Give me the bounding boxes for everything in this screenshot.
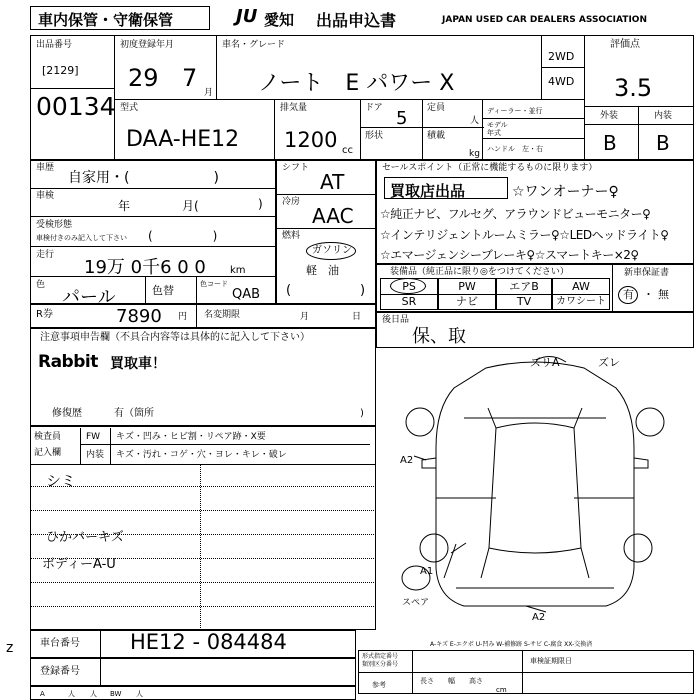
ju-logo-icon: JU	[236, 6, 258, 27]
displacement-label: 排気量	[280, 103, 308, 113]
repair-value: 有（箇所	[114, 408, 154, 419]
cert-ref: 参考	[372, 681, 386, 689]
equipment-item: エアB	[496, 278, 552, 295]
displacement-value: 1200	[284, 128, 338, 152]
association-name: JAPAN USED CAR DEALERS ASSOCIATION	[442, 15, 647, 25]
car-name: ノート E パワー X	[258, 71, 455, 96]
color-change-label: 色替	[152, 284, 174, 297]
notes-label: 注意事項申告欄（不具合内容等は具体的に記入して下さい）	[40, 332, 310, 343]
mileage-label: 走行	[36, 250, 55, 260]
mark-left2: A1	[420, 566, 434, 577]
equipment-item: PW	[438, 278, 496, 295]
dealer-label: ディーラー・並行	[487, 107, 543, 115]
warranty-opt2: 無	[658, 288, 669, 301]
score-value: 3.5	[614, 74, 653, 102]
lot-label: 出品番号	[36, 40, 73, 50]
recycle-label: R券	[36, 309, 53, 320]
equipment-item: ナビ	[438, 294, 496, 310]
model-label: 型式	[120, 103, 139, 113]
chassis-label: 車台番号	[40, 638, 80, 649]
shape-label: 形状	[365, 131, 384, 141]
lot-sub: [2129]	[42, 64, 79, 77]
displacement-unit: cc	[342, 145, 353, 156]
inspector-row2: キズ・汚れ・コゲ・穴・ヨレ・キレ・破レ	[116, 450, 287, 460]
form-title: 出品申込書	[316, 11, 397, 30]
buy-label: 買取店出品	[390, 182, 466, 200]
notes-text: 買取車！	[110, 356, 166, 372]
int-label: 内装	[654, 111, 673, 121]
rear-value: 保、取	[412, 326, 466, 347]
inspector-row1: キズ・凹み・ヒビ割・リペア跡・X要	[116, 432, 266, 442]
rear-label: 後日品	[382, 315, 410, 325]
mileage-value: 19万 0千6 0 0	[84, 257, 206, 278]
drive-4wd: 4WD	[548, 75, 575, 88]
inspection-close: )	[258, 197, 263, 211]
reg-label: 初度登録年月	[120, 40, 175, 50]
cert2-label: 車検証期限日	[530, 657, 572, 665]
model-year-label: モデル 年式	[487, 121, 508, 137]
fuel-paren-l: (	[286, 283, 292, 298]
mark-top2: ズレ	[598, 356, 620, 369]
selling-line4: ☆エマージェンシーブレーキ♀☆スマートキー×2♀	[380, 248, 639, 262]
ext-value: B	[603, 131, 617, 155]
ext-label: 外装	[600, 111, 619, 121]
shift-label: シフト	[282, 163, 310, 173]
door-value: 5	[396, 108, 408, 129]
org-name: 愛知	[264, 11, 295, 29]
color-label: 色	[36, 280, 46, 290]
selling-line3: ☆インテリジェントルームミラー♀☆LEDヘッドライト♀	[380, 228, 669, 242]
receive-note: 車検付きのみ記入して下さい	[36, 234, 127, 242]
bottom-tab: 人	[68, 690, 75, 698]
inspector-label1: 検査員	[34, 432, 62, 442]
fuel-opt2: 軽 油	[306, 264, 339, 277]
mark-left: A2	[400, 455, 414, 466]
bottom-tab: A	[40, 690, 45, 698]
inspector-row2-key: 内装	[86, 450, 105, 460]
inspector-label2: 記入欄	[34, 448, 62, 458]
load-label: 積載	[427, 131, 446, 141]
warranty-label: 新車保証書	[624, 268, 670, 278]
history-value: 自家用・( )	[68, 170, 219, 186]
inspection-label: 車検	[36, 191, 55, 201]
repair-close: )	[360, 408, 364, 419]
name-change-label: 名変期限	[204, 310, 241, 320]
wheel-fl	[406, 408, 434, 436]
car-roof	[489, 423, 581, 553]
lot-number: 00134	[36, 92, 116, 121]
inspector-hw2: ひかバーキズ	[46, 530, 124, 545]
equipment-item: AW	[552, 278, 610, 295]
wheel-fr	[636, 408, 664, 436]
car-label: 車名・グレード	[222, 40, 286, 50]
car-body-outline	[436, 362, 634, 606]
selling-label: セールスポイント（正常に機能するものに限ります）	[382, 163, 598, 173]
receive-label: 受検形態	[36, 220, 73, 230]
inspector-hw1: シミ	[46, 472, 77, 490]
equipment-item: SR	[380, 294, 438, 310]
equipment-label: 装備品（純正品に限り◎をつけてください）	[390, 267, 569, 277]
warranty-opt1: 有	[623, 288, 634, 301]
bottom-tab: 人	[136, 690, 143, 698]
bottom-tabs	[30, 686, 356, 700]
recycle-row	[30, 304, 376, 328]
warranty-sep: ・	[643, 288, 654, 301]
equipment-circle	[390, 278, 426, 294]
margin-mark: z	[6, 640, 14, 656]
bottom-tab: BW	[110, 690, 122, 698]
repair-label: 修復歴	[52, 408, 82, 419]
chassis-value: HE12 - 084484	[130, 630, 287, 654]
wheel-rl	[420, 534, 448, 562]
fuel-label: 燃料	[282, 231, 301, 241]
capacity-label: 定員	[427, 103, 446, 113]
inspector-hw3: ボディーA-U	[42, 557, 116, 572]
name-change-day: 日	[352, 312, 362, 322]
handle-label: ハンドル 左・右	[487, 145, 543, 153]
equipment-item: PS	[380, 278, 438, 295]
capacity-unit: 人	[470, 116, 480, 126]
selling-line2: ☆純正ナビ、フルセグ、アラウンドビューモニター♀	[380, 207, 651, 221]
mileage-unit: km	[230, 265, 246, 276]
inspection-month: 月(	[182, 199, 199, 213]
score-label: 評価点	[610, 39, 640, 50]
recycle-value: 7890	[116, 306, 162, 327]
color-code-label: 色コード	[200, 280, 228, 288]
color-code: QAB	[232, 287, 261, 302]
equipment-item: カワシート	[552, 294, 610, 310]
wheel-rr	[624, 534, 652, 562]
ac-value: AAC	[312, 204, 354, 228]
fuel-paren-r: )	[360, 283, 366, 298]
reg-month: 7	[182, 64, 198, 92]
load-unit: kg	[469, 149, 480, 159]
mark-top1: ズリA	[530, 356, 560, 369]
reg-year: 29	[128, 64, 159, 92]
notes-brand: Rabbit	[38, 352, 98, 372]
recycle-unit: 円	[178, 312, 188, 322]
inspector-row1-key: FW	[86, 432, 101, 442]
title-left: 車内保管・守衛保管	[38, 11, 174, 29]
mark-bottom: A2	[532, 612, 546, 623]
dim-unit: cm	[496, 686, 507, 694]
inspection-year: 年	[118, 199, 131, 213]
door-label: ドア	[365, 103, 383, 113]
color-value: パール	[62, 287, 116, 308]
fuel-opt1: ガソリン	[312, 245, 352, 256]
history-label: 車歴	[36, 163, 55, 173]
dim-label: 長さ 幅 高さ	[420, 677, 483, 685]
int-value: B	[656, 131, 670, 155]
name-change-month: 月	[300, 312, 310, 322]
registration-label: 登録番号	[40, 666, 80, 677]
bottom-tab: 人	[90, 690, 97, 698]
equipment-item: TV	[496, 294, 552, 310]
shift-value: AT	[320, 170, 345, 194]
receive-paren: ( )	[148, 229, 218, 243]
spare-label: スペア	[402, 598, 430, 608]
model-value: DAA-HE12	[126, 127, 240, 152]
selling-line1: ☆ワンオーナー♀	[512, 184, 619, 200]
drive-2wd: 2WD	[548, 50, 575, 63]
reg-month-unit: 月	[204, 88, 214, 98]
ac-label: 冷房	[282, 197, 301, 207]
legend: A-キズ E-エクボ U-凹み W-補修跡 S-サビ C-腐食 XX-交換済	[430, 641, 593, 648]
cert-label: 形式指定番号 類別区分番号	[362, 653, 399, 668]
